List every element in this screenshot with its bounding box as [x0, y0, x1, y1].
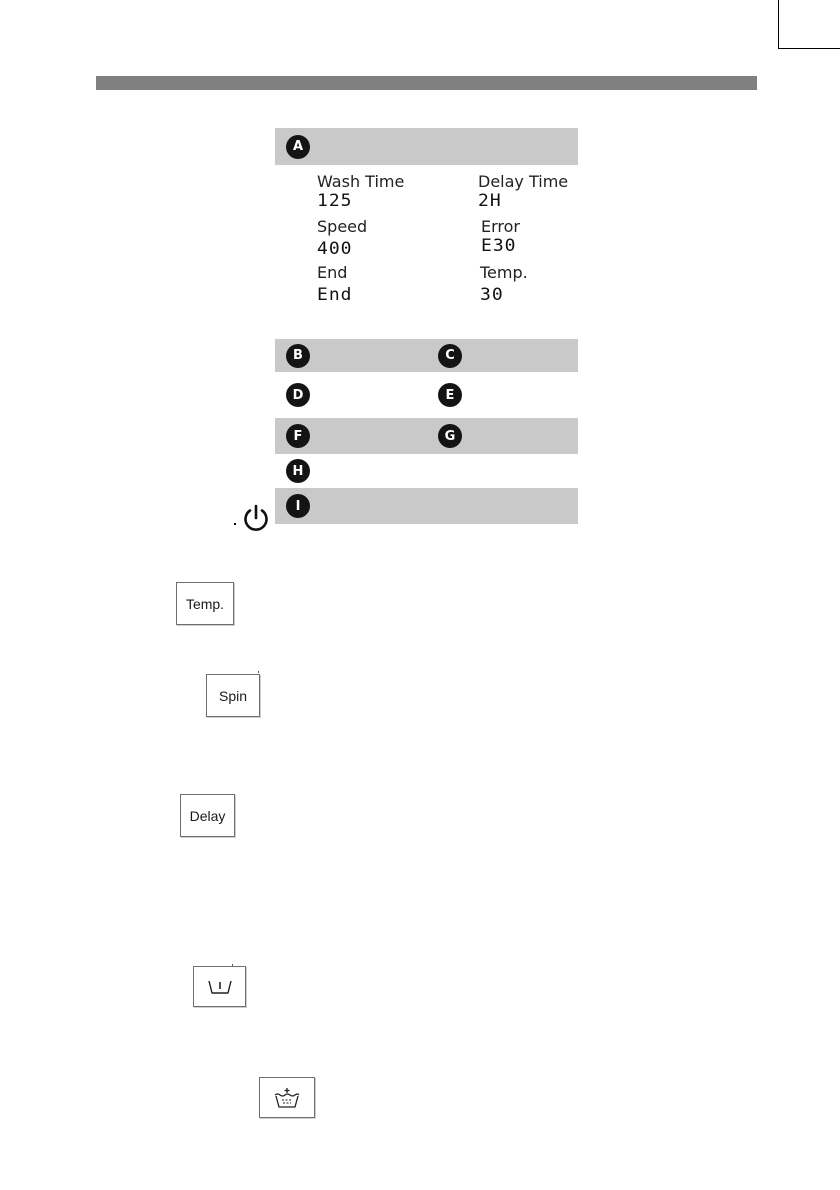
header-bar [96, 76, 757, 90]
row-d-e [275, 372, 578, 418]
badge-h: H [286, 459, 310, 483]
wash-time-value: 125 [317, 190, 353, 211]
badge-i: I [286, 494, 310, 518]
delay-time-label: Delay Time [478, 172, 569, 191]
extra-rinse-button[interactable] [259, 1077, 315, 1118]
badge-b: B [286, 344, 310, 368]
row-h [275, 454, 578, 488]
delay-time-cell [478, 173, 568, 211]
temp-button[interactable] [176, 582, 234, 625]
row-f-g [275, 418, 578, 454]
speed-cell [317, 218, 367, 259]
spin-button-label: Spin [218, 687, 248, 704]
power-icon[interactable] [241, 503, 271, 533]
end-value: End [317, 284, 353, 305]
temp-label: Temp. [480, 263, 528, 282]
delay-button[interactable] [180, 794, 235, 837]
end-label: End [317, 263, 348, 282]
error-cell [481, 218, 520, 256]
end-cell [317, 264, 353, 305]
error-value: E30 [481, 235, 517, 256]
badge-d: D [286, 383, 310, 407]
speed-value: 400 [317, 238, 353, 259]
temp-button-label: Temp. [185, 595, 225, 612]
display-legend-table [275, 128, 578, 524]
row-b-c [275, 339, 578, 372]
power-dot [234, 523, 236, 525]
error-label: Error [481, 217, 520, 236]
spin-button[interactable] [206, 674, 260, 717]
badge-a: A [286, 135, 310, 159]
row-a [275, 128, 578, 165]
prewash-button[interactable] [193, 966, 246, 1007]
prewash-basin-icon [207, 978, 233, 996]
wash-time-label: Wash Time [317, 172, 405, 191]
delay-time-value: 2H [478, 190, 502, 211]
temp-value: 30 [480, 284, 504, 305]
row-i [275, 488, 578, 524]
badge-c: C [438, 344, 462, 368]
crop-mark-horizontal [778, 48, 840, 49]
badge-e: E [438, 383, 462, 407]
badge-f: F [286, 424, 310, 448]
badge-g: G [438, 424, 462, 448]
wash-time-cell [317, 173, 404, 211]
crop-mark-vertical [778, 0, 779, 48]
lcd-display-examples [275, 165, 578, 339]
speed-label: Speed [317, 217, 368, 236]
delay-button-label: Delay [189, 807, 226, 824]
spin-tick [258, 671, 259, 673]
temp-cell [480, 264, 528, 305]
extra-rinse-basin-icon [272, 1087, 302, 1109]
